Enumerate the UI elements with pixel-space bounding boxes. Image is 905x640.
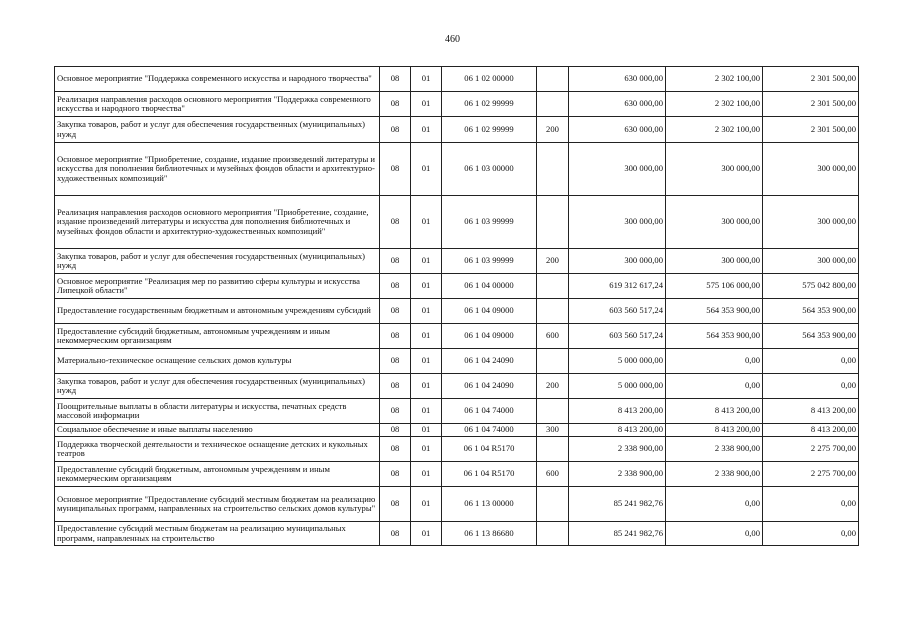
row-name: Реализация направления расходов основного мероприятия "Приобретение, создание, издание произведений литературы и искусства для пополнения библиотечных и музейных фондов области и архитектурно-художественных композиций": [55, 196, 380, 249]
row-amount-2: 2 338 900,00: [666, 437, 763, 462]
row-amount-1: 603 560 517,24: [569, 324, 666, 349]
table-row: [55, 117, 859, 143]
table-row: [55, 143, 859, 196]
table-row: [55, 374, 859, 399]
row-amount-1: 8 413 200,00: [569, 399, 666, 424]
row-amount-2: 300 000,00: [666, 249, 763, 274]
row-section: 08: [380, 249, 411, 274]
row-amount-3: 575 042 800,00: [763, 274, 859, 299]
table-row: [55, 437, 859, 462]
row-section: 08: [380, 374, 411, 399]
row-amount-3: 2 275 700,00: [763, 437, 859, 462]
row-name: Основное мероприятие "Реализация мер по развитию сферы культуры и искусства Липецкой области": [55, 274, 380, 299]
row-amount-1: 2 338 900,00: [569, 437, 666, 462]
row-amount-3: 0,00: [763, 487, 859, 522]
row-subsection: 01: [411, 487, 442, 522]
table-row: [55, 67, 859, 92]
row-expense-type: 600: [537, 324, 569, 349]
row-amount-2: 0,00: [666, 349, 763, 374]
row-amount-2: 564 353 900,00: [666, 299, 763, 324]
row-expense-type: 200: [537, 249, 569, 274]
row-subsection: 01: [411, 117, 442, 143]
row-amount-1: 619 312 617,24: [569, 274, 666, 299]
row-name: Предоставление субсидий бюджетным, автономным учреждениям и иным некоммерческим организациям: [55, 462, 380, 487]
row-section: 08: [380, 143, 411, 196]
row-amount-3: 8 413 200,00: [763, 399, 859, 424]
row-target-code: 06 1 03 99999: [442, 249, 537, 274]
row-target-code: 06 1 02 99999: [442, 117, 537, 143]
row-amount-2: 2 338 900,00: [666, 462, 763, 487]
row-name: Материально-техническое оснащение сельских домов культуры: [55, 349, 380, 374]
row-section: 08: [380, 349, 411, 374]
table-row: [55, 462, 859, 487]
row-expense-type: [537, 437, 569, 462]
row-amount-1: 2 338 900,00: [569, 462, 666, 487]
row-amount-2: 300 000,00: [666, 143, 763, 196]
row-subsection: 01: [411, 522, 442, 546]
row-target-code: 06 1 04 24090: [442, 374, 537, 399]
row-section: 08: [380, 424, 411, 437]
row-subsection: 01: [411, 324, 442, 349]
row-section: 08: [380, 299, 411, 324]
row-amount-1: 603 560 517,24: [569, 299, 666, 324]
table-row: [55, 349, 859, 374]
row-section: 08: [380, 92, 411, 117]
table-body: [55, 67, 859, 546]
row-target-code: 06 1 03 99999: [442, 196, 537, 249]
row-target-code: 06 1 03 00000: [442, 143, 537, 196]
row-expense-type: 200: [537, 374, 569, 399]
row-name: Основное мероприятие "Приобретение, создание, издание произведений литературы и искусства для пополнения библиотечных и музейных фондов области и архитектурно-художественных композиций": [55, 143, 380, 196]
row-expense-type: 200: [537, 117, 569, 143]
table-row: [55, 249, 859, 274]
row-subsection: 01: [411, 437, 442, 462]
row-name: Основное мероприятие "Предоставление субсидий местным бюджетам на реализацию муниципальных программ, направленных на строительство сельских домов культуры": [55, 487, 380, 522]
row-amount-3: 2 301 500,00: [763, 117, 859, 143]
row-amount-2: 8 413 200,00: [666, 399, 763, 424]
row-subsection: 01: [411, 349, 442, 374]
row-name: Поддержка творческой деятельности и техническое оснащение детских и кукольных театров: [55, 437, 380, 462]
row-section: 08: [380, 67, 411, 92]
row-amount-2: 2 302 100,00: [666, 67, 763, 92]
row-amount-3: 0,00: [763, 349, 859, 374]
row-subsection: 01: [411, 196, 442, 249]
row-subsection: 01: [411, 399, 442, 424]
row-target-code: 06 1 04 09000: [442, 324, 537, 349]
row-target-code: 06 1 04 74000: [442, 399, 537, 424]
table-row: [55, 196, 859, 249]
row-amount-2: 8 413 200,00: [666, 424, 763, 437]
row-amount-3: 2 301 500,00: [763, 92, 859, 117]
row-subsection: 01: [411, 143, 442, 196]
row-amount-2: 575 106 000,00: [666, 274, 763, 299]
row-subsection: 01: [411, 299, 442, 324]
row-amount-2: 0,00: [666, 374, 763, 399]
table-row: [55, 399, 859, 424]
row-subsection: 01: [411, 249, 442, 274]
row-amount-1: 5 000 000,00: [569, 374, 666, 399]
row-name: Предоставление субсидий местным бюджетам на реализацию муниципальных программ, направленных на строительство: [55, 522, 380, 546]
row-amount-1: 300 000,00: [569, 143, 666, 196]
row-amount-3: 300 000,00: [763, 249, 859, 274]
table-row: [55, 274, 859, 299]
row-name: Предоставление государственным бюджетным и автономным учреждениям субсидий: [55, 299, 380, 324]
row-name: Закупка товаров, работ и услуг для обеспечения государственных (муниципальных) нужд: [55, 374, 380, 399]
table-row: [55, 522, 859, 546]
row-amount-2: 300 000,00: [666, 196, 763, 249]
table-row: [55, 424, 859, 437]
row-amount-2: 2 302 100,00: [666, 117, 763, 143]
row-target-code: 06 1 04 R5170: [442, 462, 537, 487]
row-expense-type: [537, 274, 569, 299]
row-expense-type: [537, 92, 569, 117]
row-target-code: 06 1 13 86680: [442, 522, 537, 546]
row-amount-1: 300 000,00: [569, 249, 666, 274]
row-name: Закупка товаров, работ и услуг для обеспечения государственных (муниципальных) нужд: [55, 117, 380, 143]
row-amount-3: 0,00: [763, 522, 859, 546]
row-amount-3: 564 353 900,00: [763, 299, 859, 324]
table-row: [55, 92, 859, 117]
row-subsection: 01: [411, 462, 442, 487]
row-expense-type: [537, 67, 569, 92]
row-amount-3: 300 000,00: [763, 196, 859, 249]
row-amount-3: 2 301 500,00: [763, 67, 859, 92]
row-target-code: 06 1 04 09000: [442, 299, 537, 324]
row-expense-type: [537, 487, 569, 522]
row-amount-3: 8 413 200,00: [763, 424, 859, 437]
row-amount-1: 300 000,00: [569, 196, 666, 249]
budget-table: [54, 66, 859, 546]
row-amount-1: 630 000,00: [569, 67, 666, 92]
row-amount-1: 630 000,00: [569, 92, 666, 117]
row-name: Реализация направления расходов основного мероприятия "Поддержка современного искусства и народного творчества": [55, 92, 380, 117]
row-subsection: 01: [411, 92, 442, 117]
row-target-code: 06 1 04 74000: [442, 424, 537, 437]
row-section: 08: [380, 399, 411, 424]
table-row: [55, 299, 859, 324]
row-expense-type: [537, 299, 569, 324]
row-amount-3: 564 353 900,00: [763, 324, 859, 349]
row-amount-2: 2 302 100,00: [666, 92, 763, 117]
row-section: 08: [380, 522, 411, 546]
row-expense-type: 300: [537, 424, 569, 437]
row-section: 08: [380, 196, 411, 249]
row-name: Закупка товаров, работ и услуг для обеспечения государственных (муниципальных) нужд: [55, 249, 380, 274]
row-name: Основное мероприятие "Поддержка современного искусства и народного творчества": [55, 67, 380, 92]
row-amount-3: 0,00: [763, 374, 859, 399]
row-section: 08: [380, 462, 411, 487]
row-name: Предоставление субсидий бюджетным, автономным учреждениям и иным некоммерческим организациям: [55, 324, 380, 349]
row-target-code: 06 1 13 00000: [442, 487, 537, 522]
row-section: 08: [380, 437, 411, 462]
row-amount-2: 0,00: [666, 522, 763, 546]
row-target-code: 06 1 04 00000: [442, 274, 537, 299]
page-number: 460: [445, 34, 460, 45]
row-target-code: 06 1 02 99999: [442, 92, 537, 117]
row-expense-type: [537, 143, 569, 196]
row-expense-type: 600: [537, 462, 569, 487]
row-subsection: 01: [411, 424, 442, 437]
row-amount-2: 0,00: [666, 487, 763, 522]
row-amount-2: 564 353 900,00: [666, 324, 763, 349]
row-target-code: 06 1 04 24090: [442, 349, 537, 374]
row-section: 08: [380, 117, 411, 143]
row-subsection: 01: [411, 67, 442, 92]
row-name: Социальное обеспечение и иные выплаты населению: [55, 424, 380, 437]
table-row: [55, 324, 859, 349]
row-amount-1: 630 000,00: [569, 117, 666, 143]
row-amount-1: 5 000 000,00: [569, 349, 666, 374]
row-name: Поощрительные выплаты в области литературы и искусства, печатных средств массовой информации: [55, 399, 380, 424]
row-expense-type: [537, 349, 569, 374]
row-amount-3: 300 000,00: [763, 143, 859, 196]
row-amount-3: 2 275 700,00: [763, 462, 859, 487]
row-section: 08: [380, 324, 411, 349]
table-row: [55, 487, 859, 522]
row-amount-1: 85 241 982,76: [569, 487, 666, 522]
row-expense-type: [537, 196, 569, 249]
row-amount-1: 8 413 200,00: [569, 424, 666, 437]
row-section: 08: [380, 487, 411, 522]
row-target-code: 06 1 04 R5170: [442, 437, 537, 462]
row-amount-1: 85 241 982,76: [569, 522, 666, 546]
row-expense-type: [537, 399, 569, 424]
row-subsection: 01: [411, 274, 442, 299]
row-subsection: 01: [411, 374, 442, 399]
row-expense-type: [537, 522, 569, 546]
row-section: 08: [380, 274, 411, 299]
row-target-code: 06 1 02 00000: [442, 67, 537, 92]
